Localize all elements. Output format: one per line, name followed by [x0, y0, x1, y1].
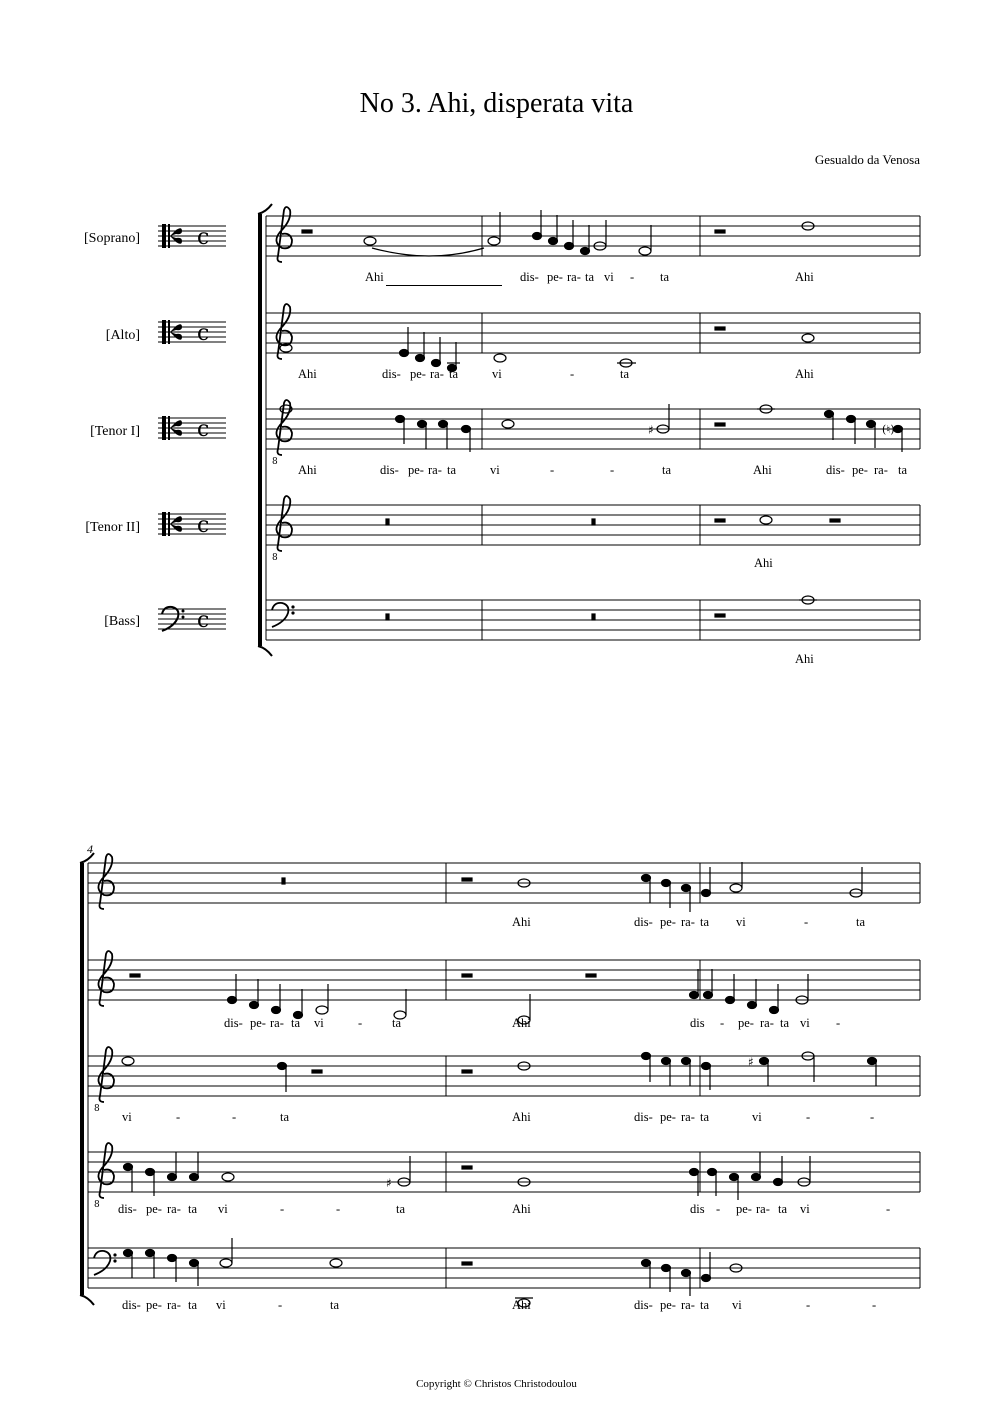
note-mark — [190, 1260, 199, 1267]
lyric: - — [550, 463, 555, 477]
lyric: Ahi — [754, 556, 773, 570]
lyric: vi — [736, 915, 746, 929]
treble-clef-icon — [98, 951, 114, 1006]
note-mark — [770, 1007, 779, 1014]
lyric: ra- — [167, 1202, 181, 1216]
incipit-metres — [197, 225, 209, 633]
note-mark — [364, 237, 376, 245]
note-mark — [708, 1169, 717, 1176]
lyric: pe- — [408, 463, 424, 477]
lyric: vi — [752, 1110, 762, 1124]
lyric: vi — [492, 367, 502, 381]
note-mark — [760, 516, 772, 524]
note-mark — [396, 416, 405, 423]
rest-mark — [312, 1070, 322, 1073]
lyric: - — [806, 1298, 811, 1312]
lyric: - — [720, 1016, 725, 1030]
lyric: ta — [856, 915, 866, 929]
note-mark — [867, 421, 876, 428]
lyric: pe- — [146, 1298, 162, 1312]
lyric: Ahi — [795, 270, 814, 284]
lyric: pe- — [547, 270, 563, 284]
note-mark — [278, 1063, 287, 1070]
rest-mark — [130, 974, 140, 977]
note-mark — [272, 1007, 281, 1014]
incipit-staff-bass — [158, 609, 226, 629]
lyric: Ahi — [512, 1016, 531, 1030]
lyric: ta — [188, 1298, 198, 1312]
lyric: Ahi — [365, 270, 384, 284]
bass-clef-icon — [94, 1251, 110, 1275]
note-mark — [682, 885, 691, 892]
copyright-notice: Copyright © Christos Christodoulou — [416, 1378, 577, 1390]
lyric: ta — [449, 367, 459, 381]
metre-c-icon: c — [197, 225, 210, 250]
note-mark — [662, 1265, 671, 1272]
lyric: pe- — [738, 1016, 754, 1030]
system1-clefs — [272, 207, 292, 627]
lyric: ta — [700, 915, 710, 929]
note-mark — [642, 1053, 651, 1060]
lyric: Ahi — [512, 1298, 531, 1312]
lyric: - — [872, 1298, 877, 1312]
lyric: pe- — [660, 1298, 676, 1312]
staff-bass — [88, 1248, 920, 1288]
note-mark — [222, 1173, 234, 1181]
note-mark — [122, 1057, 134, 1065]
lyric: ta — [188, 1202, 198, 1216]
staff-alto — [266, 313, 920, 353]
lyric: - — [232, 1110, 237, 1124]
lyric: ra- — [760, 1016, 774, 1030]
lyric: - — [336, 1202, 341, 1216]
staff-tenor1 — [266, 409, 920, 449]
lyric: - — [280, 1202, 285, 1216]
lyric: Ahi — [795, 652, 814, 666]
lyric: - — [806, 1110, 811, 1124]
lyric: pe- — [736, 1202, 752, 1216]
note-mark — [416, 355, 425, 362]
rest-mark — [302, 230, 312, 233]
lyric: ta — [392, 1016, 402, 1030]
lyric: pe- — [660, 1110, 676, 1124]
lyric: ra- — [428, 463, 442, 477]
lyric: vi — [800, 1016, 810, 1030]
note-mark — [752, 1174, 761, 1181]
note-mark — [549, 238, 558, 245]
lyric: ra- — [430, 367, 444, 381]
note-mark — [868, 1058, 877, 1065]
lyric: - — [630, 270, 635, 284]
note-mark — [316, 1006, 328, 1014]
lyric: ta — [700, 1110, 710, 1124]
lyric: - — [176, 1110, 181, 1124]
lyric: ta — [330, 1298, 340, 1312]
rest-mark — [715, 519, 725, 522]
lyric: ta — [898, 463, 908, 477]
lyric: dis- — [382, 367, 401, 381]
treble-clef-icon — [276, 207, 292, 262]
lyric: pe- — [660, 915, 676, 929]
lyric: ta — [778, 1202, 788, 1216]
rest-mark — [715, 230, 725, 233]
note-mark — [726, 997, 735, 1004]
note-mark — [847, 416, 856, 423]
lyric: Ahi — [298, 463, 317, 477]
svg-text:8: 8 — [272, 457, 278, 467]
note-mark — [704, 992, 713, 999]
tie-mark — [372, 248, 484, 256]
voice-label-bass: [Bass] — [104, 614, 140, 629]
note-mark — [748, 1002, 757, 1009]
note-mark — [702, 1275, 711, 1282]
melisma-line — [386, 285, 502, 286]
note-mark — [760, 1058, 769, 1065]
system2-clefs — [94, 854, 114, 1275]
note-mark — [702, 1063, 711, 1070]
note-mark — [774, 1179, 783, 1186]
lyric: ta — [620, 367, 630, 381]
lyric: ta — [585, 270, 595, 284]
lyric: Ahi — [512, 1110, 531, 1124]
page-title: No 3. Ahi, disperata vita — [359, 88, 634, 119]
lyric: dis- — [634, 915, 653, 929]
lyric: vi — [800, 1202, 810, 1216]
lyric: ra- — [167, 1298, 181, 1312]
voice-label-tenor2: [Tenor II] — [85, 520, 140, 535]
composer-name: Gesualdo da Venosa — [814, 152, 920, 167]
voice-label-alto: [Alto] — [105, 328, 140, 343]
lyric: dis- — [520, 270, 539, 284]
note-mark — [730, 1174, 739, 1181]
lyric: vi — [732, 1298, 742, 1312]
metre-c-icon: c — [197, 608, 210, 633]
lyric: dis- — [826, 463, 845, 477]
lyric: ta — [700, 1298, 710, 1312]
rest-mark — [462, 878, 472, 881]
treble-clef-icon — [94, 1143, 114, 1210]
staff-tenor2 — [88, 1152, 920, 1192]
lyric: - — [870, 1110, 875, 1124]
bass-clef-icon — [272, 603, 288, 627]
system2-staves — [88, 863, 920, 1288]
lyric: - — [716, 1202, 721, 1216]
staff-tenor1 — [88, 1056, 920, 1096]
lyric: - — [836, 1016, 841, 1030]
lyric: ra- — [874, 463, 888, 477]
svg-text:8: 8 — [272, 553, 278, 563]
note-mark — [330, 1259, 342, 1267]
staff-soprano — [266, 216, 920, 256]
rest-mark — [282, 878, 285, 884]
note-mark — [124, 1164, 133, 1171]
note-mark — [702, 890, 711, 897]
note-mark — [642, 875, 651, 882]
sharp-mark: ♯ — [386, 1176, 392, 1190]
note-mark — [581, 248, 590, 255]
lyric: pe- — [250, 1016, 266, 1030]
lyric: dis- — [122, 1298, 141, 1312]
lyric: ta — [660, 270, 670, 284]
note-mark — [533, 233, 542, 240]
lyric: dis- — [224, 1016, 243, 1030]
voice-label-soprano: [Soprano] — [84, 231, 140, 246]
lyric: vi — [490, 463, 500, 477]
incipit-clefs — [162, 224, 182, 536]
natural-mark: (♮) — [882, 423, 895, 436]
note-mark — [682, 1058, 691, 1065]
sharp-mark: ♯ — [748, 1055, 754, 1069]
note-mark — [894, 426, 903, 433]
lyric: - — [886, 1202, 891, 1216]
lyric: dis- — [380, 463, 399, 477]
note-mark — [220, 1259, 232, 1267]
lyric: ra- — [270, 1016, 284, 1030]
treble-clef-icon — [272, 496, 292, 563]
note-mark — [662, 880, 671, 887]
lyric: Ahi — [753, 463, 772, 477]
note-mark — [802, 334, 814, 342]
lyric: - — [570, 367, 575, 381]
lyric: - — [278, 1298, 283, 1312]
lyric: Ahi — [795, 367, 814, 381]
lyric: ta — [291, 1016, 301, 1030]
treble-clef-icon — [272, 400, 292, 467]
lyric: ta — [396, 1202, 406, 1216]
note-mark — [642, 1260, 651, 1267]
metre-c-icon: c — [197, 513, 210, 538]
rest-mark — [386, 614, 389, 620]
lyric: - — [610, 463, 615, 477]
svg-text:8: 8 — [94, 1104, 100, 1114]
rest-mark — [715, 327, 725, 330]
note-mark — [662, 1058, 671, 1065]
treble-clef-icon — [98, 854, 114, 909]
note-mark — [730, 884, 742, 892]
lyric: ra- — [681, 1110, 695, 1124]
note-mark — [228, 997, 237, 1004]
note-mark — [682, 1270, 691, 1277]
lyric: dis — [690, 1202, 705, 1216]
note-mark — [250, 1002, 259, 1009]
lyric: dis- — [634, 1298, 653, 1312]
note-mark — [488, 237, 500, 245]
note-mark — [690, 992, 699, 999]
note-mark — [146, 1169, 155, 1176]
note-mark — [502, 420, 514, 428]
system2-notes — [122, 862, 877, 1307]
note-mark — [825, 411, 834, 418]
lyric: ra- — [681, 915, 695, 929]
lyric: pe- — [410, 367, 426, 381]
lyric: vi — [122, 1110, 132, 1124]
note-mark — [168, 1174, 177, 1181]
note-mark — [690, 1169, 699, 1176]
rest-mark — [715, 423, 725, 426]
svg-text:8: 8 — [94, 1200, 100, 1210]
staff-soprano — [88, 863, 920, 903]
metre-c-icon: c — [197, 321, 210, 346]
lyric: vi — [218, 1202, 228, 1216]
lyric: ta — [280, 1110, 290, 1124]
rest-mark — [462, 1070, 472, 1073]
lyric: ra- — [567, 270, 581, 284]
note-mark — [190, 1174, 199, 1181]
note-mark — [400, 350, 409, 357]
system1-bracket — [258, 204, 272, 656]
rest-mark — [715, 614, 725, 617]
lyric: vi — [314, 1016, 324, 1030]
lyric: ra- — [756, 1202, 770, 1216]
sharp-mark: ♯ — [648, 423, 654, 437]
note-mark — [494, 354, 506, 362]
measure-number: 4 — [87, 842, 93, 856]
note-mark — [439, 421, 448, 428]
rest-mark — [462, 1262, 472, 1265]
note-mark — [432, 360, 441, 367]
note-mark — [146, 1250, 155, 1257]
rest-mark — [462, 974, 472, 977]
note-mark — [565, 243, 574, 250]
lyric: pe- — [852, 463, 868, 477]
note-mark — [462, 426, 471, 433]
lyric: Ahi — [512, 915, 531, 929]
rest-mark — [830, 519, 840, 522]
rest-mark — [592, 614, 595, 620]
lyric: dis- — [634, 1110, 653, 1124]
lyric: Ahi — [298, 367, 317, 381]
note-mark — [124, 1250, 133, 1257]
note-mark — [639, 247, 651, 255]
voice-label-tenor1: [Tenor I] — [90, 424, 140, 439]
rest-mark — [592, 519, 595, 525]
lyric: vi — [604, 270, 614, 284]
note-mark — [168, 1255, 177, 1262]
staff-alto — [88, 960, 920, 1000]
treble-clef-icon — [94, 1047, 114, 1114]
lyric: - — [804, 915, 809, 929]
system2-bracket — [80, 853, 94, 1305]
metre-c-icon: c — [197, 417, 210, 442]
lyric: ta — [780, 1016, 790, 1030]
rest-mark — [586, 974, 596, 977]
note-mark — [418, 421, 427, 428]
lyric: ta — [662, 463, 672, 477]
rest-mark — [462, 1166, 472, 1169]
lyric: - — [358, 1016, 363, 1030]
rest-mark — [386, 519, 389, 525]
lyric: pe- — [146, 1202, 162, 1216]
lyric: vi — [216, 1298, 226, 1312]
lyric: ra- — [681, 1298, 695, 1312]
lyric: Ahi — [512, 1202, 531, 1216]
lyric: ta — [447, 463, 457, 477]
lyric: dis- — [118, 1202, 137, 1216]
lyric: dis — [690, 1016, 705, 1030]
